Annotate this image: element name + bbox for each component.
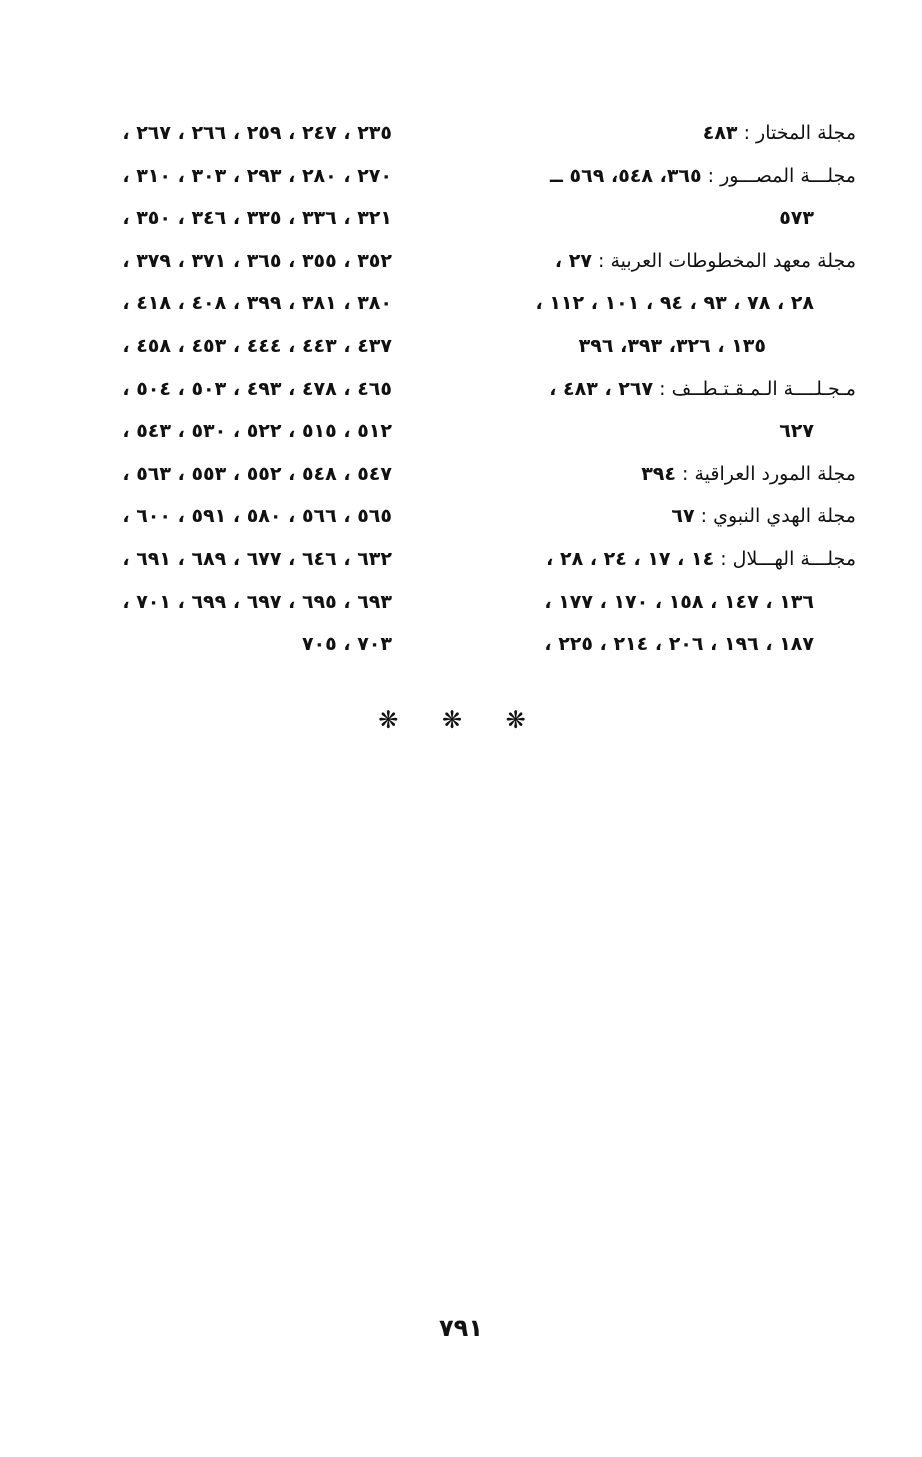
index-entry-continuation <box>494 623 856 666</box>
entry-pages: ١٣٥ ، ٣٢٦، ٣٩٣، ٣٩٦ <box>578 334 766 357</box>
entry-pages: ٢٨ ، ٧٨ ، ٩٣ ، ٩٤ ، ١٠١ ، ١١٢ ، <box>535 292 814 315</box>
index-entry <box>494 240 856 283</box>
index-entry-continuation <box>494 197 856 240</box>
page-list-line: ٤٣٧ ، ٤٤٣ ، ٤٤٤ ، ٤٥٣ ، ٤٥٨ ، <box>122 334 392 357</box>
index-entry <box>494 495 856 538</box>
page-list-line: ٣٨٠ ، ٣٨١ ، ٣٩٩ ، ٤٠٨ ، ٤١٨ ، <box>122 292 392 315</box>
page-list-line: ٣٥٢ ، ٣٥٥ ، ٣٦٥ ، ٣٧١ ، ٣٧٩ ، <box>122 249 392 272</box>
page-list-line: ٦٩٣ ، ٦٩٥ ، ٦٩٧ ، ٦٩٩ ، ٧٠١ ، <box>122 590 392 613</box>
index-entry-continuation <box>494 282 856 325</box>
entry-label: مجلة معهد المخطوطات العربية : <box>598 249 856 272</box>
page-list-line: ٥٦٥ ، ٥٦٦ ، ٥٨٠ ، ٥٩١ ، ٦٠٠ ، <box>122 505 392 528</box>
section-divider-asterisks: ❋ ❋ ❋ <box>378 706 544 734</box>
index-entry <box>494 453 856 496</box>
page-list-line: ٢٧٠ ، ٢٨٠ ، ٢٩٣ ، ٣٠٣ ، ٣١٠ ، <box>122 164 392 187</box>
index-entry <box>494 368 856 411</box>
entry-pages: ٤٨٣ <box>702 122 738 144</box>
index-entry <box>494 538 856 581</box>
page-number: ٧٩١ <box>439 1314 483 1342</box>
entry-pages: ١٤ ، ١٧ ، ٢٤ ، ٢٨ ، <box>546 547 715 570</box>
entry-pages: ١٣٦ ، ١٤٧ ، ١٥٨ ، ١٧٠ ، ١٧٧ ، <box>544 590 814 613</box>
index-column-right <box>494 112 856 666</box>
page-list-line: ٤٦٥ ، ٤٧٨ ، ٤٩٣ ، ٥٠٣ ، ٥٠٤ ، <box>122 377 392 400</box>
index-column-left <box>62 112 392 666</box>
entry-pages: ٣٩٤ <box>641 462 676 485</box>
index-entry-continuation <box>494 581 856 624</box>
index-entry-continuation <box>494 410 856 453</box>
index-entry <box>494 112 856 155</box>
entry-pages: ٢٧ ، <box>554 249 592 272</box>
index-entry-continuation <box>494 325 856 368</box>
page-list-line: ٥١٢ ، ٥١٥ ، ٥٢٢ ، ٥٣٠ ، ٥٤٣ ، <box>122 420 392 443</box>
entry-label: مـجـلــــة الـمـقـتـطــف : <box>659 377 856 400</box>
entry-label: مجلة الهدي النبوي : <box>700 505 856 528</box>
entry-pages: ٣٦٥، ٥٤٨، ٥٦٩ ــ <box>549 164 702 187</box>
page-list-line: ٥٤٧ ، ٥٤٨ ، ٥٥٢ ، ٥٥٣ ، ٥٦٣ ، <box>122 462 392 485</box>
entry-pages: ٦٧ <box>671 505 695 528</box>
entry-label: مجلة المورد العراقية : <box>682 462 856 485</box>
page-list-line: ٢٣٥ ، ٢٤٧ ، ٢٥٩ ، ٢٦٦ ، ٢٦٧ ، <box>122 122 392 144</box>
entry-pages: ١٨٧ ، ١٩٦ ، ٢٠٦ ، ٢١٤ ، ٢٢٥ ، <box>544 633 814 656</box>
entry-pages: ٦٢٧ <box>779 420 814 443</box>
entry-label: مجلـــة المصـــور : <box>707 164 856 187</box>
entry-pages: ٥٧٣ <box>779 207 814 230</box>
entry-label: مجلـــة الهـــلال : <box>720 547 856 570</box>
entry-pages: ٢٦٧ ، ٤٨٣ ، <box>549 377 654 400</box>
page-list-line: ٧٠٣ ، ٧٠٥ <box>301 633 392 656</box>
page-list-line: ٣٢١ ، ٣٣٦ ، ٣٣٥ ، ٣٤٦ ، ٣٥٠ ، <box>122 207 392 230</box>
entry-label: مجلة المختار : <box>743 122 856 144</box>
page-list-line: ٦٣٢ ، ٦٤٦ ، ٦٧٧ ، ٦٨٩ ، ٦٩١ ، <box>122 547 392 570</box>
index-entry <box>494 155 856 198</box>
